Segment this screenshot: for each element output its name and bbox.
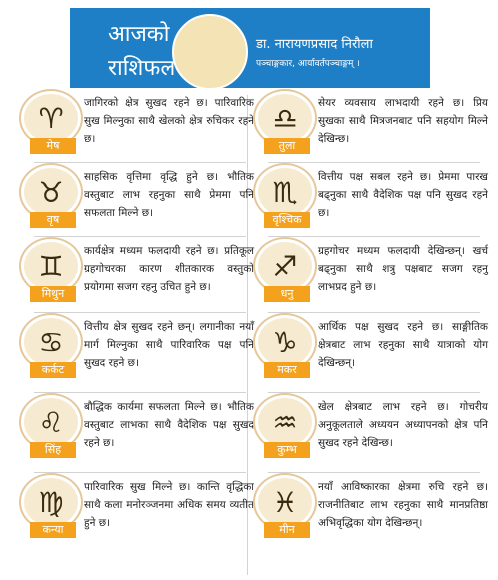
sign-prediction: वित्तीय पक्ष सबल रहने छ। प्रेममा पारख बढ्नुका साथै वैदेशिक पक्ष पनि सुखद रहने छ। — [318, 171, 488, 219]
sign-prediction: पारिवारिक सुख मिल्ने छ। कान्ति वृद्धिका साथै कला मनोरञ्जनमा अधिक समय व्यतीत हुने छ। — [84, 481, 254, 529]
sign-card — [258, 318, 494, 388]
fish-icon: ♓ — [258, 478, 312, 526]
sign-card — [258, 478, 494, 548]
scorpion-icon: ♏ — [258, 168, 312, 216]
sign-name: कुम्भ — [264, 442, 310, 458]
sign-card — [24, 168, 260, 238]
sign-name: कन्या — [30, 522, 76, 538]
sign-prediction: ग्रहगोचर मध्यम फलदायी देखिन्छन्। खर्च बढ्नुका साथै शत्रु पक्षबाट सजग रहनु लाभप्रद हुने छ। — [318, 245, 488, 293]
crab-icon: ♋ — [24, 318, 78, 366]
sign-card — [24, 478, 260, 548]
sign-prediction: साहसिक वृत्तिमा वृद्धि हुने छ। भौतिक वस्तुबाट लाभ रहनुका साथै प्रेममा पनि सफलता मिल्ने छ। — [84, 171, 254, 219]
author-portrait — [172, 14, 248, 90]
header-banner — [70, 8, 430, 88]
sign-name: मेष — [30, 138, 76, 154]
sign-prediction: आर्थिक पक्ष सुखद रहने छ। साङ्गीतिक क्षेत्रबाट लाभ रहनुका साथै यात्राको योग देखिन्छन्। — [318, 321, 488, 369]
row-separator — [268, 472, 480, 473]
sign-prediction: कार्यक्षेत्र मध्यम फलदायी रहने छ। प्रतिकूल ग्रहगोचरका कारण शीतकारक वस्तुको प्रयोगमा सजग रहनु उचित हुने छ। — [84, 245, 254, 293]
sign-name: धनु — [264, 286, 310, 302]
sign-prediction: खेल क्षेत्रबाट लाभ रहने छ। गोचरीय अनुकूलताले अध्ययन अध्यापनको क्षेत्र पनि सुखद रहने देखिन्छ। — [318, 401, 488, 449]
title-line-1: आजको — [108, 22, 170, 47]
row-separator — [268, 392, 480, 393]
sign-name: मिथुन — [30, 286, 76, 302]
title-line-2: राशिफल — [108, 56, 176, 81]
sign-prediction: सेयर व्यवसाय लाभदायी रहने छ। प्रिय सुखका साथै मित्रजनबाट पनि सहयोग मिल्ने देखिन्छ। — [318, 97, 488, 145]
author-subtitle: पञ्चाङ्गकार, आर्यावर्तपञ्चाङ्गम् । — [256, 59, 360, 69]
row-separator — [268, 236, 480, 237]
sign-name: सिंह — [30, 442, 76, 458]
sign-card — [24, 318, 260, 388]
row-separator — [34, 392, 246, 393]
row-separator — [34, 312, 246, 313]
sign-name: वृश्चिक — [264, 212, 310, 228]
water-pot-icon: ♒ — [258, 398, 312, 446]
sign-card — [24, 94, 260, 164]
row-separator — [34, 472, 246, 473]
sign-prediction: बौद्धिक कार्यमा सफलता मिल्ने छ। भौतिक वस्तुबाट लाभका साथै वैदेशिक पक्ष सुखद रहने छ। — [84, 401, 254, 449]
maiden-icon: ♍ — [24, 478, 78, 526]
sign-card — [258, 398, 494, 468]
scales-icon: ♎ — [258, 94, 312, 142]
author-name: डा. नारायणप्रसाद निरौला — [256, 37, 373, 52]
ram-icon: ♈ — [24, 94, 78, 142]
sign-name: मीन — [264, 522, 310, 538]
twins-icon: ♊ — [24, 242, 78, 290]
row-separator — [268, 162, 480, 163]
row-separator — [268, 312, 480, 313]
row-separator — [34, 162, 246, 163]
sign-card — [258, 94, 494, 164]
lion-icon: ♌ — [24, 398, 78, 446]
sign-prediction: जागिरको क्षेत्र सुखद रहने छ। पारिवारिक सुख मिल्नुका साथै खेलको क्षेत्र रुचिकर रहने छ। — [84, 97, 254, 145]
sign-name: कर्कट — [30, 362, 76, 378]
sign-card — [24, 242, 260, 312]
goat-icon: ♑ — [258, 318, 312, 366]
sign-card — [258, 242, 494, 312]
sign-prediction: वित्तीय क्षेत्र सुखद रहने छन्। लगानीका नयाँ मार्ग मिल्नुका साथै पारिवारिक पक्ष पनि सुखद रहने छ। — [84, 321, 254, 369]
archer-icon: ♐ — [258, 242, 312, 290]
row-separator — [34, 236, 246, 237]
sign-name: मकर — [264, 362, 310, 378]
sign-name: तुला — [264, 138, 310, 154]
sign-prediction: नयाँ आविष्कारका क्षेत्रमा रुचि रहने छ। राजनीतिबाट लाभ रहनुका साथै मानप्रतिष्ठा अभिवृद्धिका योग देखिन्छन्। — [318, 481, 488, 529]
sign-card — [258, 168, 494, 238]
sign-name: वृष — [30, 212, 76, 228]
bull-icon: ♉ — [24, 168, 78, 216]
sign-card — [24, 398, 260, 468]
